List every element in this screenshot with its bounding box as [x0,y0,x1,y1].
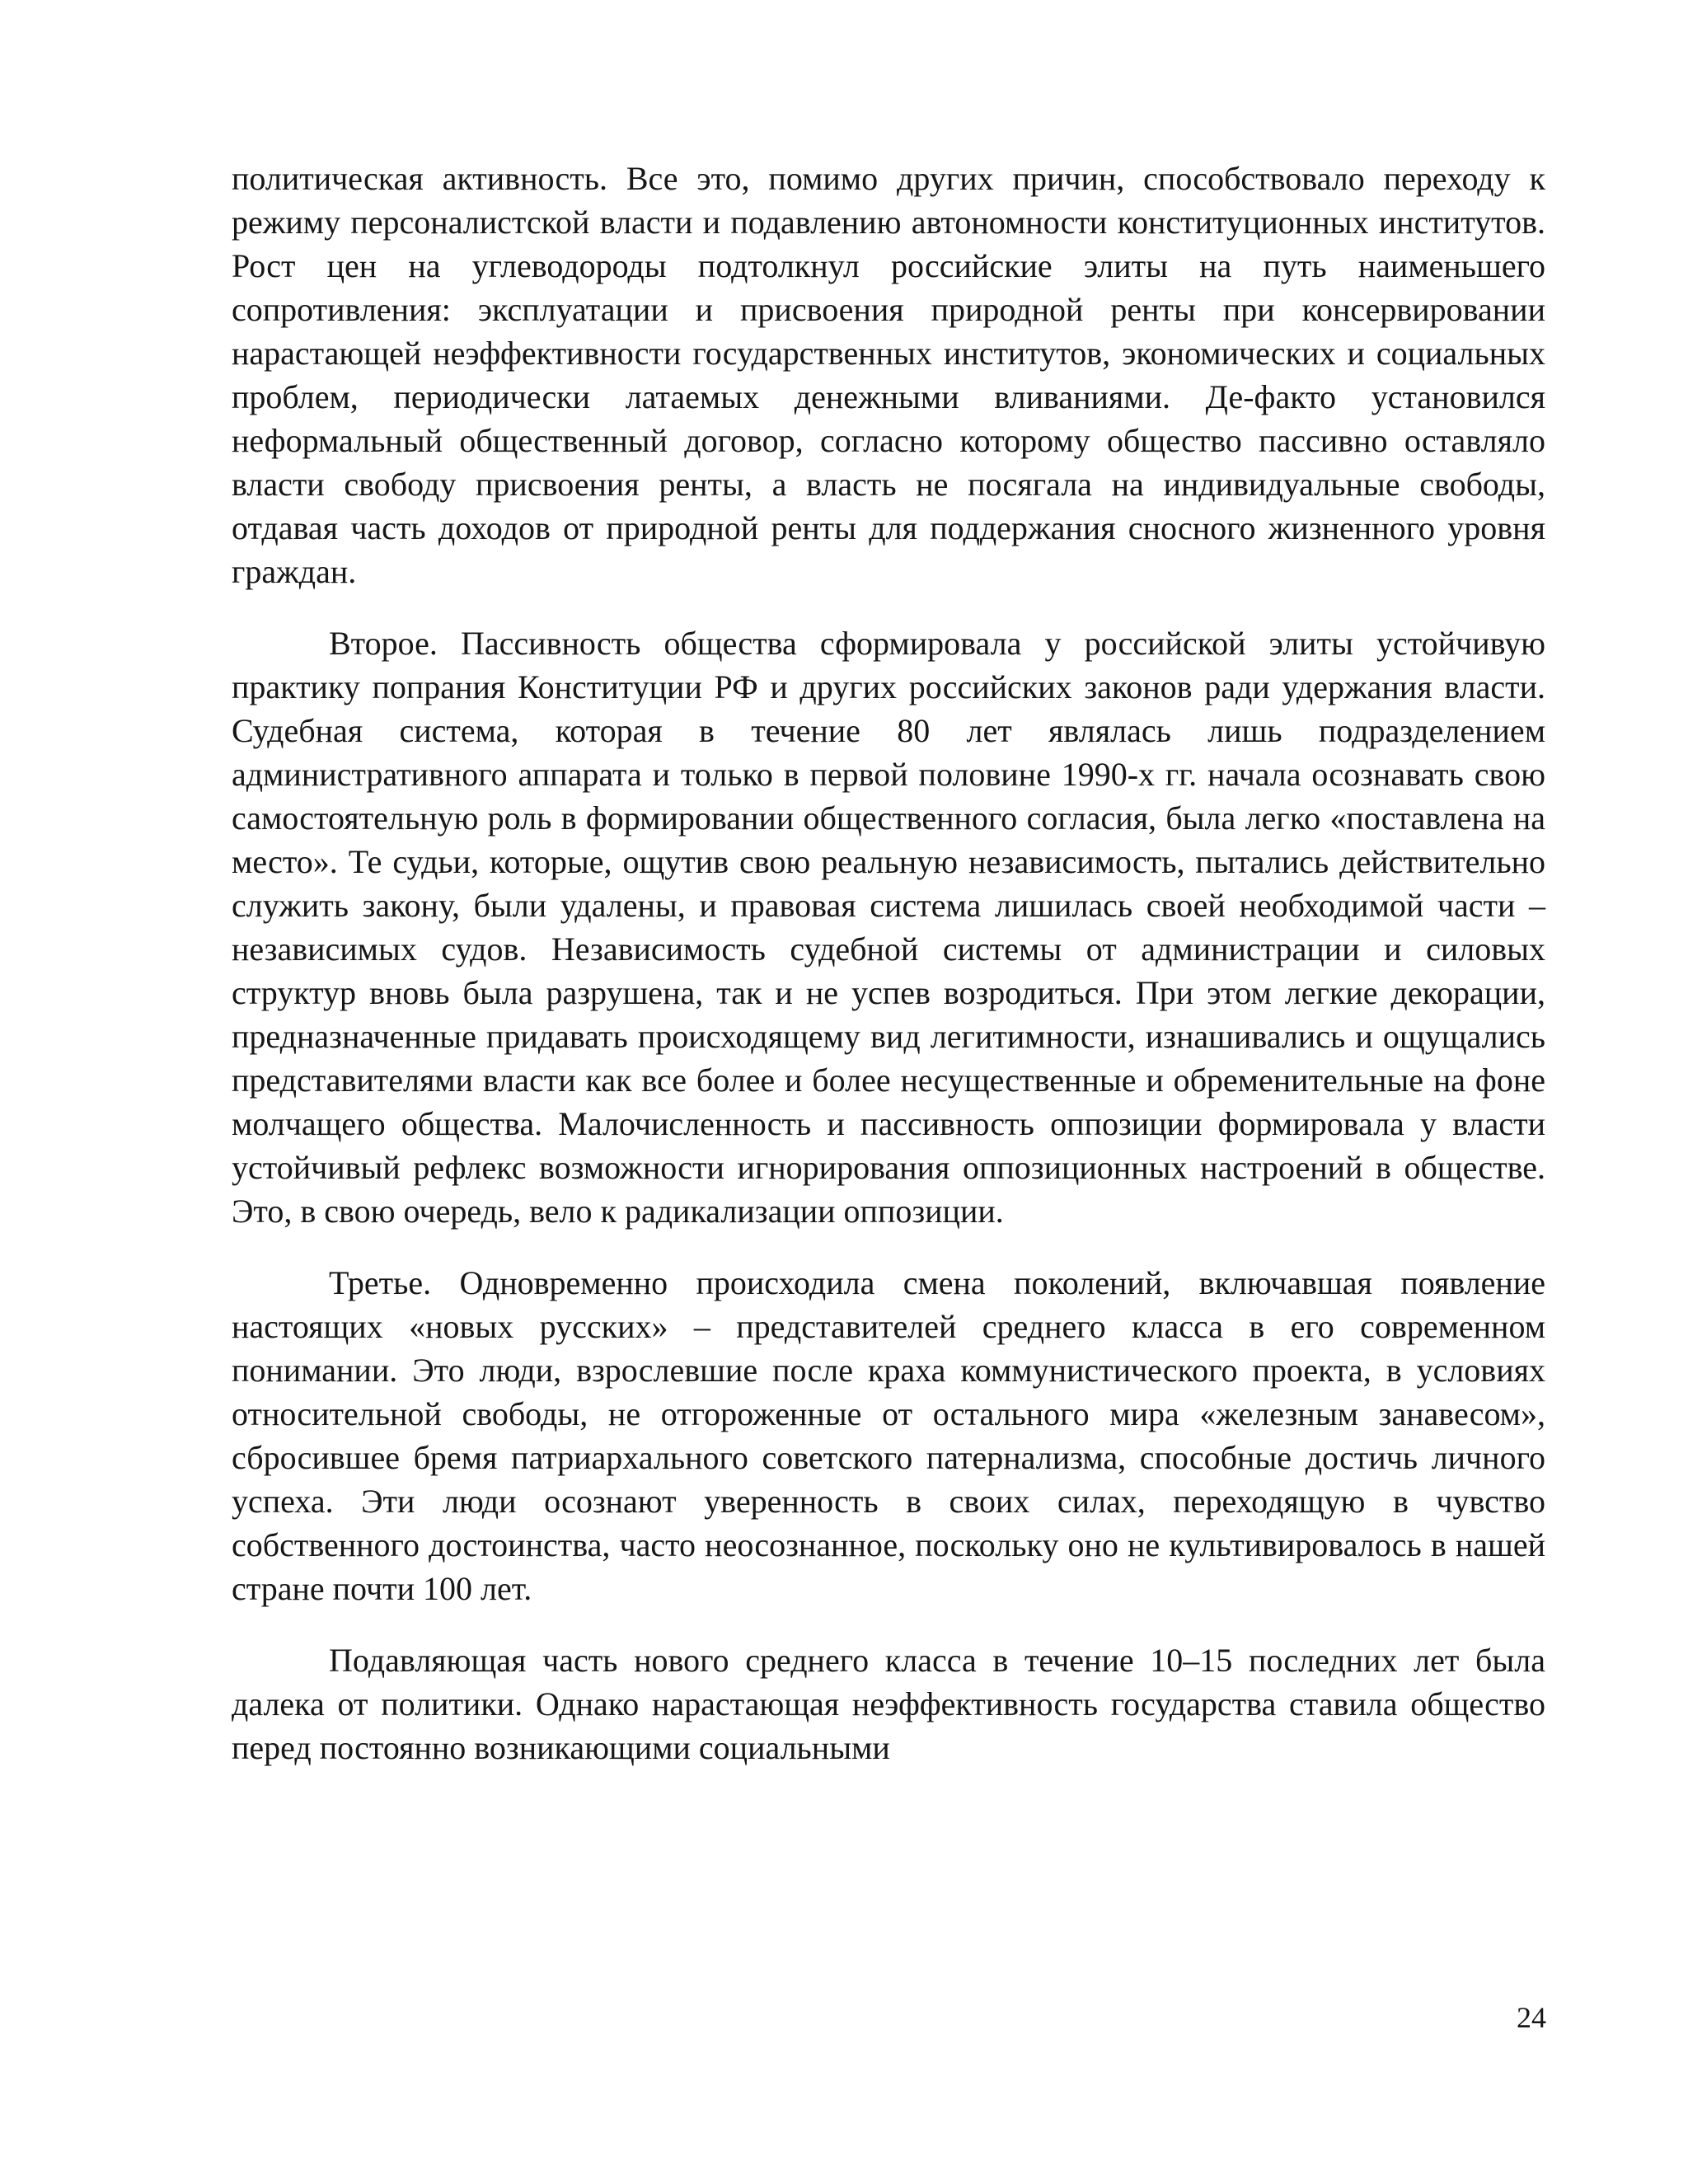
paragraph-middle-class: Подавляющая часть нового среднего класса в течение 10–15 последних лет была далека от политики. Однако нарастающая неэффективность государства ставила общество перед постоянно возникающими социальными [232,1642,1545,1766]
paragraph-continuation: политическая активность. Все это, помимо других причин, способствовало переходу к режиму персоналистской власти и подавлению автономности конституционных институтов. Рост цен на углеводороды подтолкнул российские элиты на путь наименьшего сопротивления: эксплуатации и присвоения природной ренты при консервировании нарастающей неэффективности государственных институтов, экономических и социальных проблем, периодически латаемых денежными вливаниями. Де-факто установился неформальный общественный договор, согласно которому общество пассивно оставляло власти свободу присвоения ренты, а власть не посягала на индивидуальные свободы, отдавая часть доходов от природной ренты для поддержания сносного жизненного уровня граждан. [232,160,1545,590]
body-text [232,157,1545,1769]
page-number: 24 [1517,2001,1546,2034]
paragraph-third-point: Третье. Одновременно происходила смена поколений, включавшая появление настоящих «новых русских» – представителей среднего класса в его современном понимании. Это люди, взрослевшие после краха коммунистического проекта, в условиях относительной свободы, не отгороженные от остального мира «железным занавесом», сбросившее бремя патриархального советского патернализма, способные достичь личного успеха. Эти люди осознают уверенность в своих силах, переходящую в чувство собственного достоинства, часто неосознанное, поскольку оно не культивировалось в нашей стране почти 100 лет. [232,1264,1545,1607]
paragraph-second-point: Второе. Пассивность общества сформировала у российской элиты устойчивую практику попрания Конституции РФ и других российских законов ради удержания власти. Судебная система, которая в течение 80 лет являлась лишь подразделением административного аппарата и только в первой половине 1990-х гг. начала осознавать свою самостоятельную роль в формировании общественного согласия, была легко «поставлена на место». Те судьи, которые, ощутив свою реальную независимость, пытались действительно служить закону, были удалены, и правовая система лишилась своей необходимой части – независимых судов. Независимость судебной системы от администрации и силовых структур вновь была разрушена, так и не успев возродиться. При этом легкие декорации, предназначенные придавать происходящему вид легитимности, изнашивались и ощущались представителями власти как все более и более несущественные и обременительные на фоне молчащего общества. Малочисленность и пассивность оппозиции формировала у власти устойчивый рефлекс возможности игнорирования оппозиционных настроений в обществе. Это, в свою очередь, вело к радикализации оппозиции. [232,625,1545,1230]
